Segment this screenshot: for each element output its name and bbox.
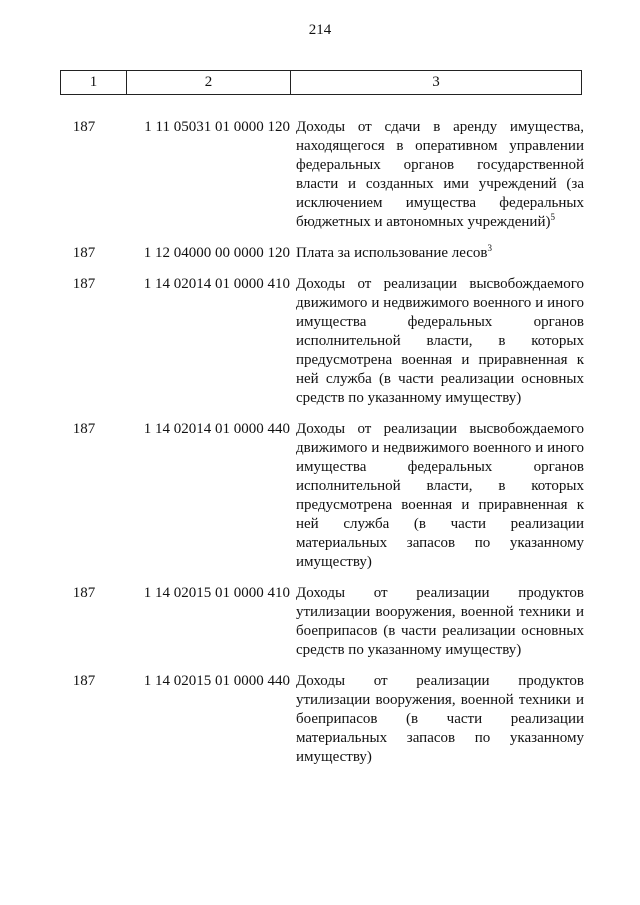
admin-code: 187 [72,119,96,135]
revenue-name [296,584,584,660]
footnote-mark: 3 [487,243,493,253]
budget-classification-code: 1 14 02014 01 0000 440 [143,421,290,437]
footnote-mark: 5 [550,212,555,222]
table-row [60,244,590,263]
revenue-text: Доходы от сдачи в аренду имущества, находящегося в оперативном управлении федеральных органов государственной власти и созданных ими учреждений (за исключением имущества федеральных бюджетных и автономных учреждений) [296,119,584,230]
revenue-text: Плата за использование лесов [296,245,488,261]
table-row [60,118,590,232]
header-col-2: 2 [127,71,291,94]
page-number: 214 [308,22,332,38]
table-row [60,275,590,408]
table-row [60,584,590,660]
budget-classification-code: 1 11 05031 01 0000 120 [144,119,290,135]
revenue-text: Доходы от реализации продуктов утилизации вооружения, военной техники и боеприпасов (в части реализации основных средств по указанному имуществу) [296,585,584,658]
header-col-1: 1 [61,71,127,94]
revenue-name [296,244,584,263]
admin-code: 187 [72,673,96,689]
table-body [60,118,590,779]
table-header [60,70,582,95]
admin-code: 187 [72,245,96,261]
revenue-name [296,118,584,232]
budget-classification-code: 1 12 04000 00 0000 120 [143,245,290,261]
revenue-name [296,672,584,767]
table-row [60,420,590,572]
budget-classification-code: 1 14 02014 01 0000 410 [143,276,290,292]
admin-code: 187 [72,585,96,601]
admin-code: 187 [72,421,96,437]
admin-code: 187 [72,276,96,292]
revenue-text: Доходы от реализации высвобождаемого движимого и недвижимого военного и иного имущества федеральных органов исполнительной власти, в которых предусмотрена военная и приравненная к ней служба (в части реализации материальных запасов по указанному имуществу) [296,421,584,570]
revenue-name [296,275,584,408]
table-row [60,672,590,767]
budget-classification-code: 1 14 02015 01 0000 440 [143,673,290,689]
revenue-name [296,420,584,572]
revenue-text: Доходы от реализации высвобождаемого движимого и недвижимого военного и иного имущества федеральных органов исполнительной власти, в которых предусмотрена военная и приравненная к ней служба (в части реализации основных средств по указанному имуществу) [296,276,584,406]
header-col-3: 3 [432,74,440,90]
revenue-text: Доходы от реализации продуктов утилизации вооружения, военной техники и боеприпасов (в части реализации материальных запасов по указанному имуществу) [296,673,584,765]
budget-classification-code: 1 14 02015 01 0000 410 [143,585,290,601]
